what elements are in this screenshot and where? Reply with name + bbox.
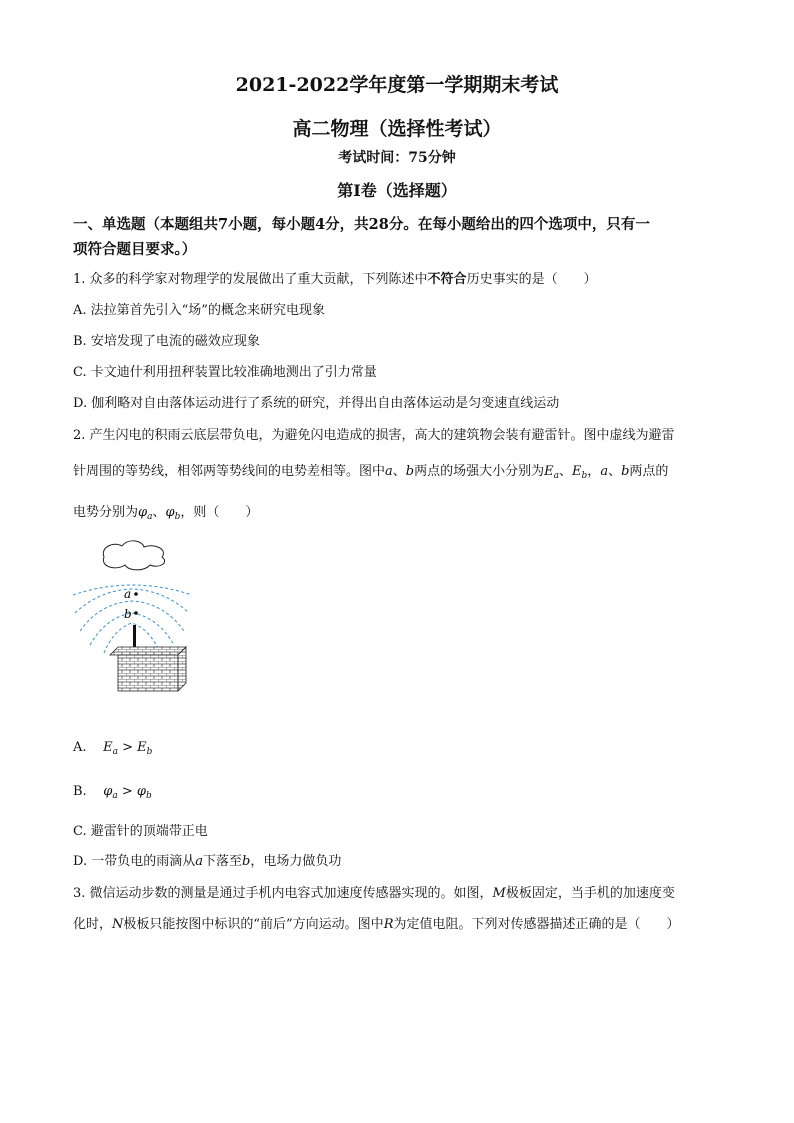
var-a: a bbox=[385, 464, 393, 479]
q2-line2 bbox=[73, 460, 733, 481]
sub-b: b bbox=[146, 747, 153, 757]
q1-option-d: D. 伽利略对自由落体运动进行了系统的研究，并得出自由落体运动是匀变速直线运动 bbox=[73, 396, 560, 411]
q1-option-c: C. 卡文迪什利用扭秤装置比较准确地测出了引力常量 bbox=[73, 365, 377, 380]
q2-line2-tail: 两点的 bbox=[629, 464, 669, 479]
var-a: a bbox=[195, 854, 203, 869]
greater-than: > bbox=[122, 740, 133, 755]
exam-time: 考试时间：75分钟 bbox=[338, 150, 456, 166]
label-b: b bbox=[124, 607, 132, 621]
q3-line2-pre: 化时， bbox=[73, 917, 113, 932]
q2-line2-mid: 两点的场强大小分别为 bbox=[414, 464, 545, 479]
building-top bbox=[110, 647, 186, 655]
q1-stem bbox=[73, 268, 733, 287]
var-b: b bbox=[405, 464, 415, 479]
var-E-a: E bbox=[103, 740, 113, 755]
q3-line1-post: 极板固定，当手机的加速度变 bbox=[505, 886, 675, 901]
cloud-icon bbox=[103, 541, 164, 570]
q3-line2 bbox=[73, 913, 733, 932]
building-side bbox=[178, 647, 186, 691]
sub-a: a bbox=[553, 471, 560, 481]
sep: 、 bbox=[152, 505, 166, 520]
var-M: M bbox=[492, 886, 506, 901]
var-E-a: E bbox=[544, 464, 554, 479]
var-R: R bbox=[383, 917, 394, 932]
point-a bbox=[134, 592, 138, 596]
option-label-b: B. bbox=[73, 784, 87, 799]
comma: ， bbox=[587, 464, 601, 479]
var-phi-a: φ bbox=[138, 505, 148, 520]
sub-b: b bbox=[174, 512, 181, 522]
equipotential-lines bbox=[73, 585, 192, 653]
q1-stem-bold: 不符合 bbox=[427, 272, 467, 287]
point-b bbox=[134, 611, 138, 615]
q2-line1: 2. 产生闪电的积雨云底层带负电，为避免闪电造成的损害，高大的建筑物会装有避雷针。图中虚线为避雷 bbox=[73, 428, 675, 443]
sep: 、 bbox=[392, 464, 406, 479]
var-a: a bbox=[600, 464, 609, 479]
sub-b: b bbox=[146, 791, 152, 801]
q2-option-a bbox=[73, 740, 733, 757]
sub-b: b bbox=[581, 471, 588, 481]
q2-option-b bbox=[73, 784, 733, 801]
q1-option-a: A. 法拉第首先引入“场”的概念来研究电现象 bbox=[73, 303, 325, 318]
q3-line2-post: 为定值电阻。下列对传感器描述正确的是（ ） bbox=[393, 917, 680, 932]
label-a: a bbox=[124, 587, 132, 601]
sep: 、 bbox=[608, 464, 622, 479]
greater-than: > bbox=[121, 784, 133, 799]
exam-subtitle: 高二物理（选择性考试） bbox=[292, 118, 502, 140]
q2-line3-post: ，则（ ） bbox=[180, 505, 259, 520]
var-E-b: E bbox=[137, 740, 147, 755]
q3-line1 bbox=[73, 882, 733, 901]
lightning-rod-figure bbox=[70, 535, 200, 695]
section-heading-line1: 一、单选题（本题组共7小题，每小题4分，共28分。在每小题给出的四个选项中，只有一 bbox=[73, 216, 650, 233]
q3-line1-pre: 3. 微信运动步数的测量是通过手机内电容式加速度传感器实现的。如图， bbox=[73, 886, 493, 901]
exam-title: 2021-2022学年度第一学期期末考试 bbox=[235, 74, 559, 96]
option-label-a: A. bbox=[73, 740, 87, 755]
q2-line2-pre: 针周围的等势线，相邻两等势线间的电势差相等。图中 bbox=[73, 464, 386, 479]
q2-option-c: C. 避雷针的顶端带正电 bbox=[73, 824, 208, 839]
q2-line3-pre: 电势分别为 bbox=[73, 505, 139, 520]
q1-stem-post: 历史事实的是（ ） bbox=[466, 272, 597, 287]
sep: 、 bbox=[559, 464, 573, 479]
q2-optD-mid: 下落至 bbox=[203, 854, 243, 869]
section-heading-line2: 项符合题目要求。） bbox=[73, 241, 197, 258]
q1-stem-pre: 1. 众多的科学家对物理学的发展做出了重大贡献，下列陈述中 bbox=[73, 272, 428, 287]
q3-line2-mid: 极板只能按图中标识的“前后”方向运动。图中 bbox=[123, 917, 384, 932]
var-N: N bbox=[112, 917, 124, 932]
volume-heading: 第Ⅰ卷（选择题） bbox=[337, 181, 457, 200]
q2-option-d bbox=[73, 850, 733, 869]
var-E-b: E bbox=[572, 464, 582, 479]
q1-option-b: B. 安培发现了电流的磁效应现象 bbox=[73, 334, 260, 349]
sub-a: a bbox=[112, 747, 118, 757]
q2-line3 bbox=[73, 501, 733, 522]
sub-a: a bbox=[112, 791, 118, 801]
building-front bbox=[118, 655, 178, 691]
var-b: b bbox=[621, 464, 630, 479]
q2-optD-pre: D. 一带负电的雨滴从 bbox=[73, 854, 196, 869]
q2-optD-post: ，电场力做负功 bbox=[250, 854, 342, 869]
lightning-rod bbox=[133, 625, 136, 647]
var-b: b bbox=[242, 854, 251, 869]
var-phi-b: φ bbox=[136, 784, 146, 799]
var-phi-a: φ bbox=[103, 784, 113, 799]
sub-a: a bbox=[147, 512, 153, 522]
var-phi-b: φ bbox=[165, 505, 175, 520]
